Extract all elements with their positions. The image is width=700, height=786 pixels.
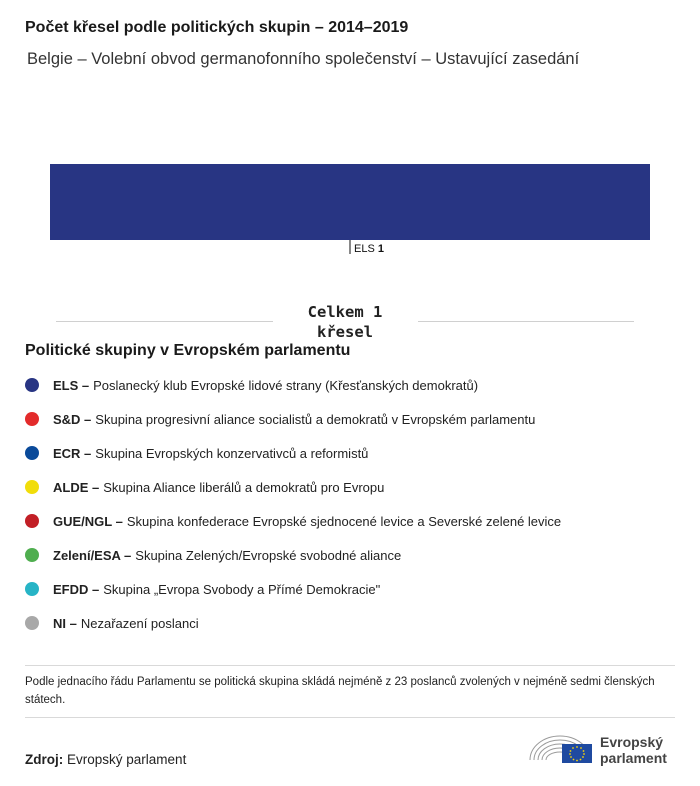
- legend-abbr: Zelení/ESA –: [53, 547, 132, 563]
- legend-color-dot: [25, 480, 39, 494]
- total-label: [308, 302, 383, 342]
- seat-bar-chart: [0, 150, 700, 270]
- legend: [25, 368, 561, 640]
- legend-label: Skupina progresivní aliance socialistů a demokratů v Evropském parlamentu: [95, 411, 536, 427]
- source: [25, 752, 186, 767]
- legend-label: Skupina Evropských konzervativců a reformistů: [95, 445, 369, 461]
- legend-label: Skupina konfederace Evropské sjednocené levice a Severské zelené levice: [126, 513, 562, 529]
- hemicycle-icon: [528, 728, 598, 768]
- legend-item: [25, 606, 561, 640]
- legend-abbr: GUE/NGL –: [53, 513, 123, 529]
- european-parliament-logo: [528, 728, 678, 768]
- tick-label-value: 1: [377, 243, 384, 255]
- total-seats: [56, 302, 634, 342]
- legend-abbr: ECR –: [53, 445, 92, 461]
- legend-item: [25, 368, 561, 402]
- legend-color-dot: [25, 412, 39, 426]
- chart-subtitle: Belgie – Volební obvod germanofonního společenství – Ustavující zasedání: [27, 50, 580, 68]
- logo-text: [600, 734, 667, 766]
- total-label-line1: Celkem 1: [307, 303, 383, 321]
- legend-item: [25, 436, 561, 470]
- footnote: Podle jednacího řádu Parlamentu se politická skupina skládá nejméně z 23 poslanců zvolených v nejméně sedmi členských státech.: [25, 676, 655, 706]
- tick-label-abbr: ELS: [354, 243, 378, 255]
- legend-item: [25, 470, 561, 504]
- legend-item: [25, 402, 561, 436]
- legend-color-dot: [25, 378, 39, 392]
- legend-color-dot: [25, 616, 39, 630]
- legend-color-dot: [25, 446, 39, 460]
- source-label: Zdroj:: [25, 752, 64, 767]
- legend-label: Skupina Aliance liberálů a demokratů pro Evropu: [103, 479, 385, 495]
- total-label-line2: křesel: [317, 323, 373, 341]
- legend-abbr: EFDD –: [53, 581, 100, 597]
- legend-color-dot: [25, 548, 39, 562]
- bar-segment-els: [50, 164, 650, 240]
- tick-label: [354, 243, 384, 255]
- legend-abbr: NI –: [53, 615, 77, 631]
- legend-label: Poslanecký klub Evropské lidové strany (Křesťanských demokratů): [93, 377, 479, 393]
- legend-label: Skupina Zelených/Evropské svobodné aliance: [135, 547, 402, 563]
- legend-color-dot: [25, 514, 39, 528]
- source-value: Evropský parlament: [67, 752, 187, 767]
- legend-item: [25, 572, 561, 606]
- legend-item: [25, 538, 561, 572]
- logo-text-line2: parlament: [600, 750, 667, 766]
- chart-title: Počet křesel podle politických skupin – 2014–2019: [25, 19, 409, 36]
- legend-color-dot: [25, 582, 39, 596]
- legend-abbr: ELS –: [53, 377, 90, 393]
- legend-label: Skupina „Evropa Svobody a Přímé Demokracie": [103, 581, 381, 597]
- legend-abbr: S&D –: [53, 411, 92, 427]
- legend-item: [25, 504, 561, 538]
- divider: [25, 665, 675, 666]
- legend-label: Nezařazení poslanci: [80, 615, 199, 631]
- legend-title: Politické skupiny v Evropském parlamentu: [25, 342, 351, 359]
- divider: [25, 717, 675, 718]
- total-divider-right: [418, 321, 634, 322]
- logo-text-line1: Evropský: [600, 734, 664, 750]
- total-divider-left: [56, 321, 273, 322]
- legend-abbr: ALDE –: [53, 479, 100, 495]
